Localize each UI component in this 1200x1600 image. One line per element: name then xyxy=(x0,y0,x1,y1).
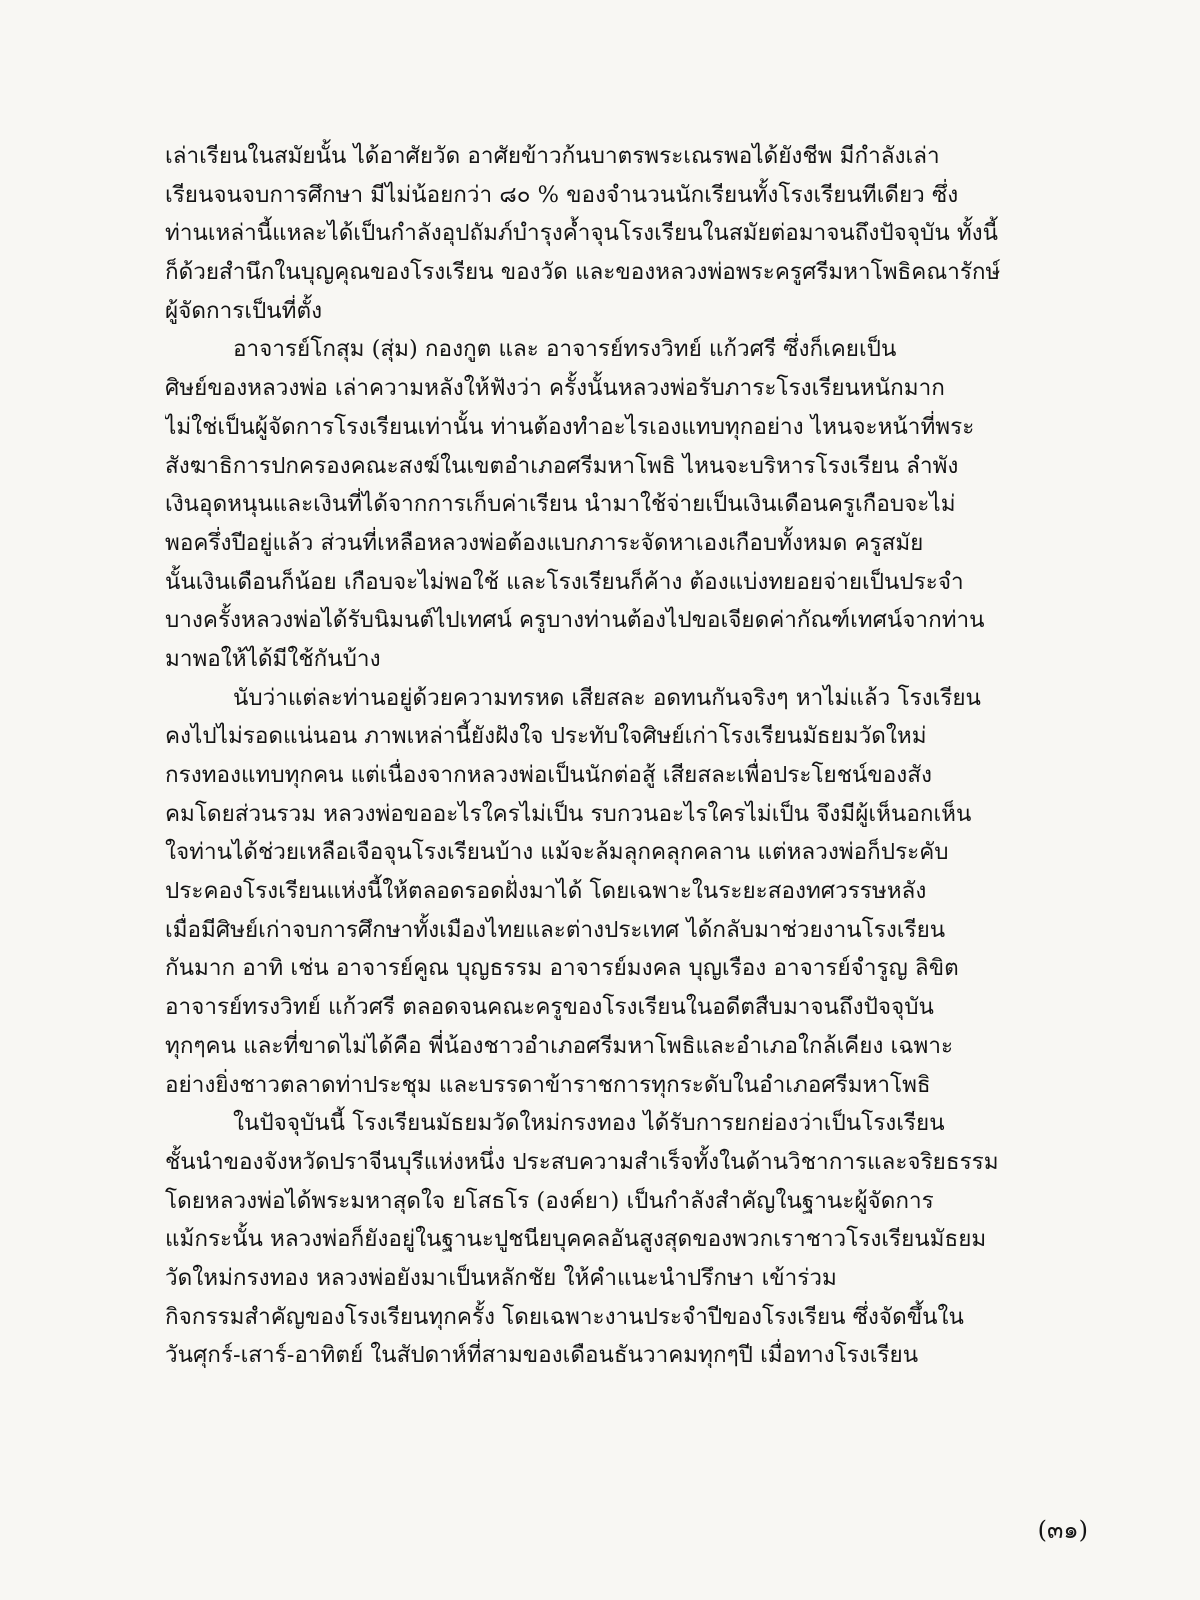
paragraph-start-line: ในปัจจุบันนี้ โรงเรียนมัธยมวัดใหม่กรงทอง ได้รับการยกย่องว่าเป็นโรงเรียน xyxy=(233,1110,945,1137)
text-line: นั้นเงินเดือนก็น้อย เกือบจะไม่พอใช้ และโรงเรียนก็ค้าง ต้องแบ่งทยอยจ่ายเป็นประจำ xyxy=(165,568,964,595)
text-line: กิจกรรมสำคัญของโรงเรียนทุกครั้ง โดยเฉพาะงานประจำปีของโรงเรียน ซึ่งจัดขึ้นใน xyxy=(165,1303,964,1330)
page-number: (๓๑) xyxy=(1037,1516,1088,1544)
text-line: บางครั้งหลวงพ่อได้รับนิมนต์ไปเทศน์ ครูบางท่านต้องไปขอเจียดค่ากัณฑ์เทศน์จากท่าน xyxy=(165,607,985,634)
paragraph-start-line: นับว่าแต่ละท่านอยู่ด้วยความทรหด เสียสละ อดทนกันจริงๆ หาไม่แล้ว โรงเรียน xyxy=(233,684,981,711)
text-line: เมื่อมีศิษย์เก่าจบการศึกษาทั้งเมืองไทยและต่างประเทศ ได้กลับมาช่วยงานโรงเรียน xyxy=(165,916,946,943)
body-text xyxy=(165,137,1033,1375)
text-line: ชั้นนำของจังหวัดปราจีนบุรีแห่งหนึ่ง ประสบความสำเร็จทั้งในด้านวิชาการและจริยธรรม xyxy=(165,1148,999,1175)
text-line: แม้กระนั้น หลวงพ่อก็ยังอยู่ในฐานะปูชนียบุคคลอันสูงสุดของพวกเราชาวโรงเรียนมัธยม xyxy=(165,1226,987,1253)
text-line: อย่างยิ่งชาวตลาดท่าประชุม และบรรดาข้าราชการทุกระดับในอำเภอศรีมหาโพธิ xyxy=(165,1071,931,1098)
text-line: พอครึ่งปีอยู่แล้ว ส่วนที่เหลือหลวงพ่อต้องแบกภาระจัดหาเองเกือบทั้งหมด ครูสมัย xyxy=(165,529,924,556)
text-line: เรียนจนจบการศึกษา มีไม่น้อยกว่า ๘๐ % ของจำนวนนักเรียนทั้งโรงเรียนทีเดียว ซึ่ง xyxy=(165,181,959,208)
text-line: เล่าเรียนในสมัยนั้น ได้อาศัยวัด อาศัยข้าวก้นบาตรพระเณรพอได้ยังชีพ มีกำลังเล่า xyxy=(165,143,940,169)
text-line: ทุกๆคน และที่ขาดไม่ได้คือ พี่น้องชาวอำเภอศรีมหาโพธิและอำเภอใกล้เคียง เฉพาะ xyxy=(165,1032,954,1059)
text-line: ศิษย์ของหลวงพ่อ เล่าความหลังให้ฟังว่า ครั้งนั้นหลวงพ่อรับภาระโรงเรียนหนักมาก xyxy=(165,375,945,402)
text-line: ไม่ใช่เป็นผู้จัดการโรงเรียนเท่านั้น ท่านต้องทำอะไรเองแทบทุกอย่าง ไหนจะหน้าที่พระ xyxy=(165,413,975,440)
text-line: สังฆาธิการปกครองคณะสงฆ์ในเขตอำเภอศรีมหาโพธิ ไหนจะบริหารโรงเรียน ลำพัง xyxy=(165,452,959,479)
text-line: มาพอให้ได้มีใช้กันบ้าง xyxy=(165,645,381,672)
text-line: ท่านเหล่านี้แหละได้เป็นกำลังอุปถัมภ์บำรุงค้ำจุนโรงเรียนในสมัยต่อมาจนถึงปัจจุบัน ทั้งนี้ xyxy=(165,220,999,247)
text-line: เงินอุดหนุนและเงินที่ได้จากการเก็บค่าเรียน นำมาใช้จ่ายเป็นเงินเดือนครูเกือบจะไม่ xyxy=(165,491,956,518)
text-line: คงไปไม่รอดแน่นอน ภาพเหล่านี้ยังฝังใจ ประทับใจศิษย์เก่าโรงเรียนมัธยมวัดใหม่ xyxy=(165,723,927,750)
text-line: ใจท่านได้ช่วยเหลือเจือจุนโรงเรียนบ้าง แม้จะล้มลุกคลุกคลาน แต่หลวงพ่อก็ประคับ xyxy=(165,839,949,866)
text-line: กรงทองแทบทุกคน แต่เนื่องจากหลวงพ่อเป็นนักต่อสู้ เสียสละเพื่อประโยชน์ของสัง xyxy=(165,762,932,788)
text-line: คมโดยส่วนรวม หลวงพ่อขออะไรใครไม่เป็น รบกวนอะไรใครไม่เป็น จึงมีผู้เห็นอกเห็น xyxy=(165,800,972,827)
text-line: อาจารย์ทรงวิทย์ แก้วศรี ตลอดจนคณะครูของโรงเรียนในอดีตสืบมาจนถึงปัจจุบัน xyxy=(165,994,934,1021)
text-line: โดยหลวงพ่อได้พระมหาสุดใจ ยโสธโร (องค์ยา) เป็นกำลังสำคัญในฐานะผู้จัดการ xyxy=(165,1187,934,1214)
text-line: ผู้จัดการเป็นที่ตั้ง xyxy=(165,297,323,324)
paragraph-start-line: อาจารย์โกสุม (สุ่ม) กองกูต และ อาจารย์ทรงวิทย์ แก้วศรี ซึ่งก็เคยเป็น xyxy=(233,336,897,363)
text-line: ก็ด้วยสำนึกในบุญคุณของโรงเรียน ของวัด และของหลวงพ่อพระครูศรีมหาโพธิคณารักษ์ xyxy=(165,259,1001,286)
text-line: กันมาก อาทิ เช่น อาจารย์คูณ บุญธรรม อาจารย์มงคล บุญเรือง อาจารย์จำรูญ ลิขิต xyxy=(165,955,959,982)
text-line: ประคองโรงเรียนแห่งนี้ให้ตลอดรอดฝั่งมาได้ โดยเฉพาะในระยะสองทศวรรษหลัง xyxy=(165,878,927,905)
text-line: วัดใหม่กรงทอง หลวงพ่อยังมาเป็นหลักชัย ให้คำแนะนำปรึกษา เข้าร่วม xyxy=(165,1264,837,1291)
text-line: วันศุกร์-เสาร์-อาทิตย์ ในสัปดาห์ที่สามของเดือนธันวาคมทุกๆปี เมื่อทางโรงเรียน xyxy=(165,1342,919,1369)
